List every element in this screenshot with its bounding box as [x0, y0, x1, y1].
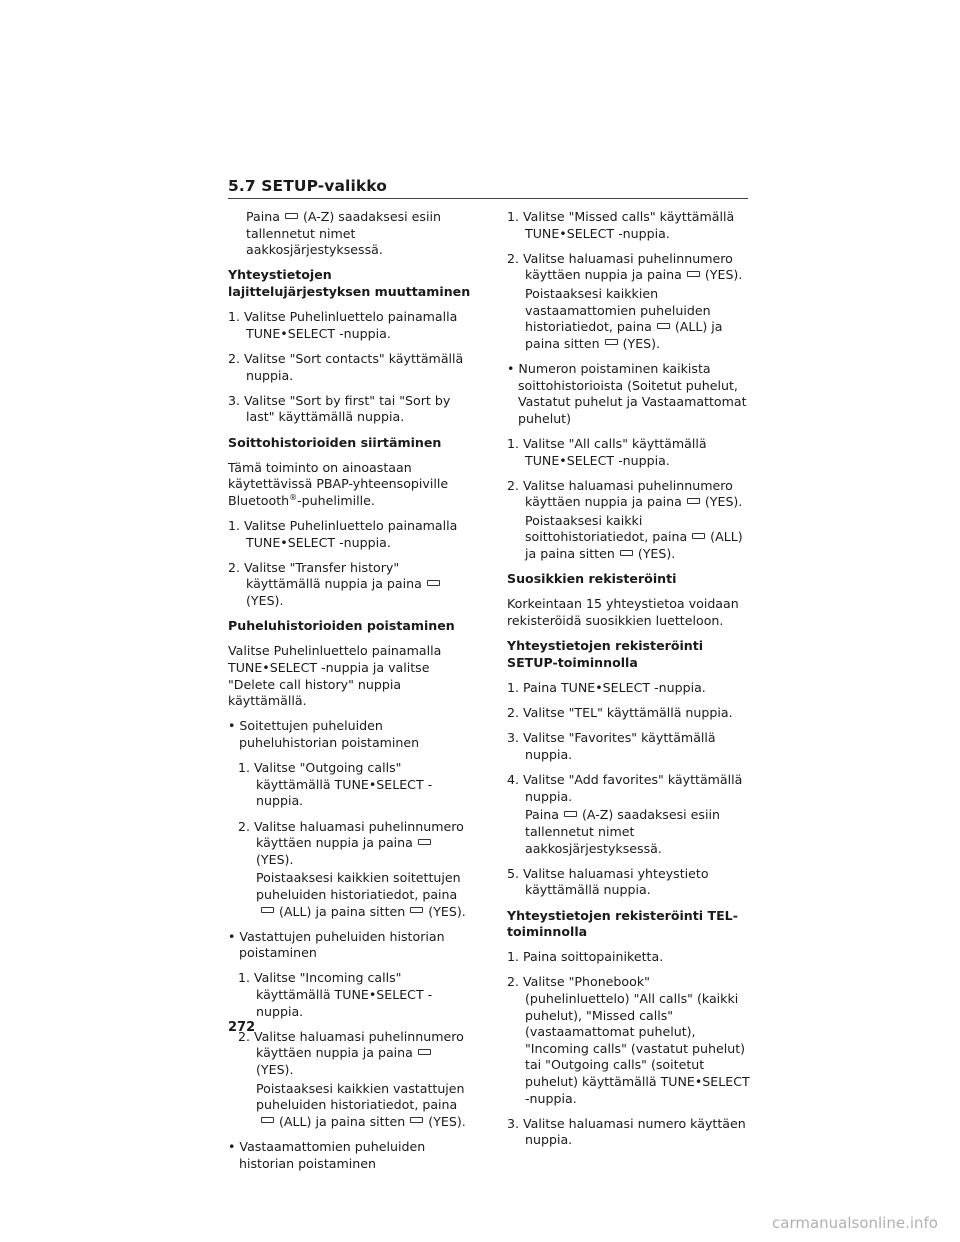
softkey-icon	[261, 1117, 274, 1123]
bullet-all-calls: • Numeron poistaminen kaikista soittohistorioista (Soitetut puhelut, Vastatut puhelut ja Vastaamattomat puhelut)	[507, 360, 747, 426]
all-step-1: 1. Valitse "All calls" käyttämällä TUNE•SELECT -nuppia.	[507, 435, 707, 468]
transfer-step-2: 2. Valitse "Transfer history" käyttämällä nuppia ja paina(YES).	[228, 560, 473, 610]
sort-step-2: 2. Valitse "Sort contacts" käyttämällä nuppia.	[228, 350, 464, 383]
incoming-step-2: 2. Valitse haluamasi puhelinnumero käyttäen nuppia ja paina(YES).	[238, 1028, 464, 1078]
heading-sort: Yhteystietojen lajittelujärjestyksen muuttaminen	[228, 267, 471, 299]
softkey-icon	[687, 271, 700, 277]
bullet-incoming: • Vastattujen puheluiden historian poistaminen	[228, 928, 445, 961]
heading-delete: Puheluhistorioiden poistaminen	[228, 618, 455, 634]
softkey-icon	[605, 339, 618, 345]
delete-intro: Valitse Puhelinluettelo painamalla TUNE•SELECT -nuppia ja valitse "Delete call history" nuppia käyttämällä.	[228, 643, 442, 709]
tel-step-2: 2. Valitse "Phonebook" (puhelinluettelo) "All calls" (kaikki puhelut), "Missed calls" (vastaamattomat puhelut), "Incoming calls" (vastatut puhelut) tai "Outgoing calls" (soitetut puhelut) käyttämällä TUNE•SELECT -nuppia.	[507, 974, 750, 1106]
favorites-intro: Korkeintaan 15 yhteystietoa voidaan rekisteröidä suosikkien luetteloon.	[507, 596, 739, 629]
softkey-icon	[620, 550, 633, 556]
bullet-missed: • Vastaamattomien puheluiden historian poistaminen	[228, 1139, 426, 1171]
missed-step-1: 1. Valitse "Missed calls" käyttämällä TUNE•SELECT -nuppia.	[507, 209, 735, 241]
section-title: 5.7 SETUP-valikko	[228, 177, 748, 199]
page-number: 272	[228, 1020, 256, 1035]
outgoing-step-1: 1. Valitse "Outgoing calls" käyttämällä TUNE•SELECT -nuppia.	[238, 760, 433, 809]
all-step-2-note: Poistaaksesi kaikki soittohistoriatiedot, paina (ALL) ja paina sitten (YES).	[525, 512, 743, 562]
setup-step-4: 4. Valitse "Add favorites" käyttämällä nuppia.	[507, 772, 743, 804]
setup-step-3: 3. Valitse "Favorites" käyttämällä nuppia.	[507, 730, 716, 762]
softkey-icon	[657, 323, 670, 329]
softkey-icon	[687, 498, 700, 504]
softkey-icon	[261, 907, 274, 913]
heading-transfer: Soittohistorioiden siirtäminen	[228, 434, 442, 450]
transfer-intro: Tämä toiminto on ainoastaan käytettävissä PBAP-yhteensopiville Bluetooth®-puhelimille.	[228, 459, 449, 508]
right-column	[507, 209, 752, 1158]
sort-step-1: 1. Valitse Puhelinluettelo painamalla TUNE•SELECT -nuppia.	[228, 309, 458, 341]
softkey-icon	[410, 907, 423, 913]
missed-step-2-note: Poistaaksesi kaikkien vastaamattomien puheluiden historiatiedot, paina (ALL) ja paina sitten (YES).	[525, 285, 723, 351]
missed-step-2: 2. Valitse haluamasi puhelinnumero käyttäen nuppia ja paina (YES).	[507, 250, 743, 283]
transfer-step-1: 1. Valitse Puhelinluettelo painamalla TUNE•SELECT -nuppia.	[228, 518, 458, 550]
setup-step-4-note: Paina (A-Z) saadaksesi esiin tallennetut nimet aakkosjärjestyksessä.	[525, 807, 720, 856]
heading-setup-register: Yhteystietojen rekisteröinti SETUP-toiminnolla	[507, 638, 704, 670]
sort-step-3: 3. Valitse "Sort by first" tai "Sort by last" käyttämällä nuppia.	[228, 392, 451, 425]
continued-instruction: Paina (A-Z) saadaksesi esiin tallennetut nimet aakkosjärjestyksessä.	[246, 209, 441, 258]
watermark: carmanualsonline.info	[772, 1214, 938, 1232]
outgoing-step-2-note: Poistaaksesi kaikkien soitettujen puheluiden historiatiedot, paina(ALL) ja paina sitten (YES).	[256, 870, 466, 919]
heading-tel-register: Yhteystietojen rekisteröinti TEL-toiminnolla	[507, 907, 738, 940]
left-column	[228, 209, 473, 1181]
softkey-icon	[410, 1117, 423, 1123]
softkey-icon	[692, 533, 705, 539]
softkey-icon	[418, 1049, 431, 1055]
setup-step-5: 5. Valitse haluamasi yhteystieto käyttämällä nuppia.	[507, 865, 709, 898]
setup-step-1: 1. Paina TUNE•SELECT -nuppia.	[507, 680, 706, 695]
softkey-icon	[427, 580, 440, 586]
tel-step-1: 1. Paina soittopainiketta.	[507, 949, 664, 965]
heading-favorites: Suosikkien rekisteröinti	[507, 571, 677, 587]
bullet-outgoing: • Soitettujen puheluiden puheluhistorian poistaminen	[228, 718, 420, 750]
all-step-2: 2. Valitse haluamasi puhelinnumero käyttäen nuppia ja paina (YES).	[507, 477, 743, 510]
incoming-step-2-note: Poistaaksesi kaikkien vastattujen puheluiden historiatiedot, paina(ALL) ja paina sitten (YES).	[256, 1080, 466, 1129]
incoming-step-1: 1. Valitse "Incoming calls" käyttämällä TUNE•SELECT -nuppia.	[238, 970, 433, 1019]
setup-step-2: 2. Valitse "TEL" käyttämällä nuppia.	[507, 705, 733, 721]
tel-step-3: 3. Valitse haluamasi numero käyttäen nuppia.	[507, 1115, 746, 1148]
softkey-icon	[285, 213, 298, 219]
outgoing-step-2: 2. Valitse haluamasi puhelinnumero käyttäen nuppia ja paina(YES).	[238, 818, 464, 867]
softkey-icon	[418, 839, 431, 845]
softkey-icon	[564, 811, 577, 817]
